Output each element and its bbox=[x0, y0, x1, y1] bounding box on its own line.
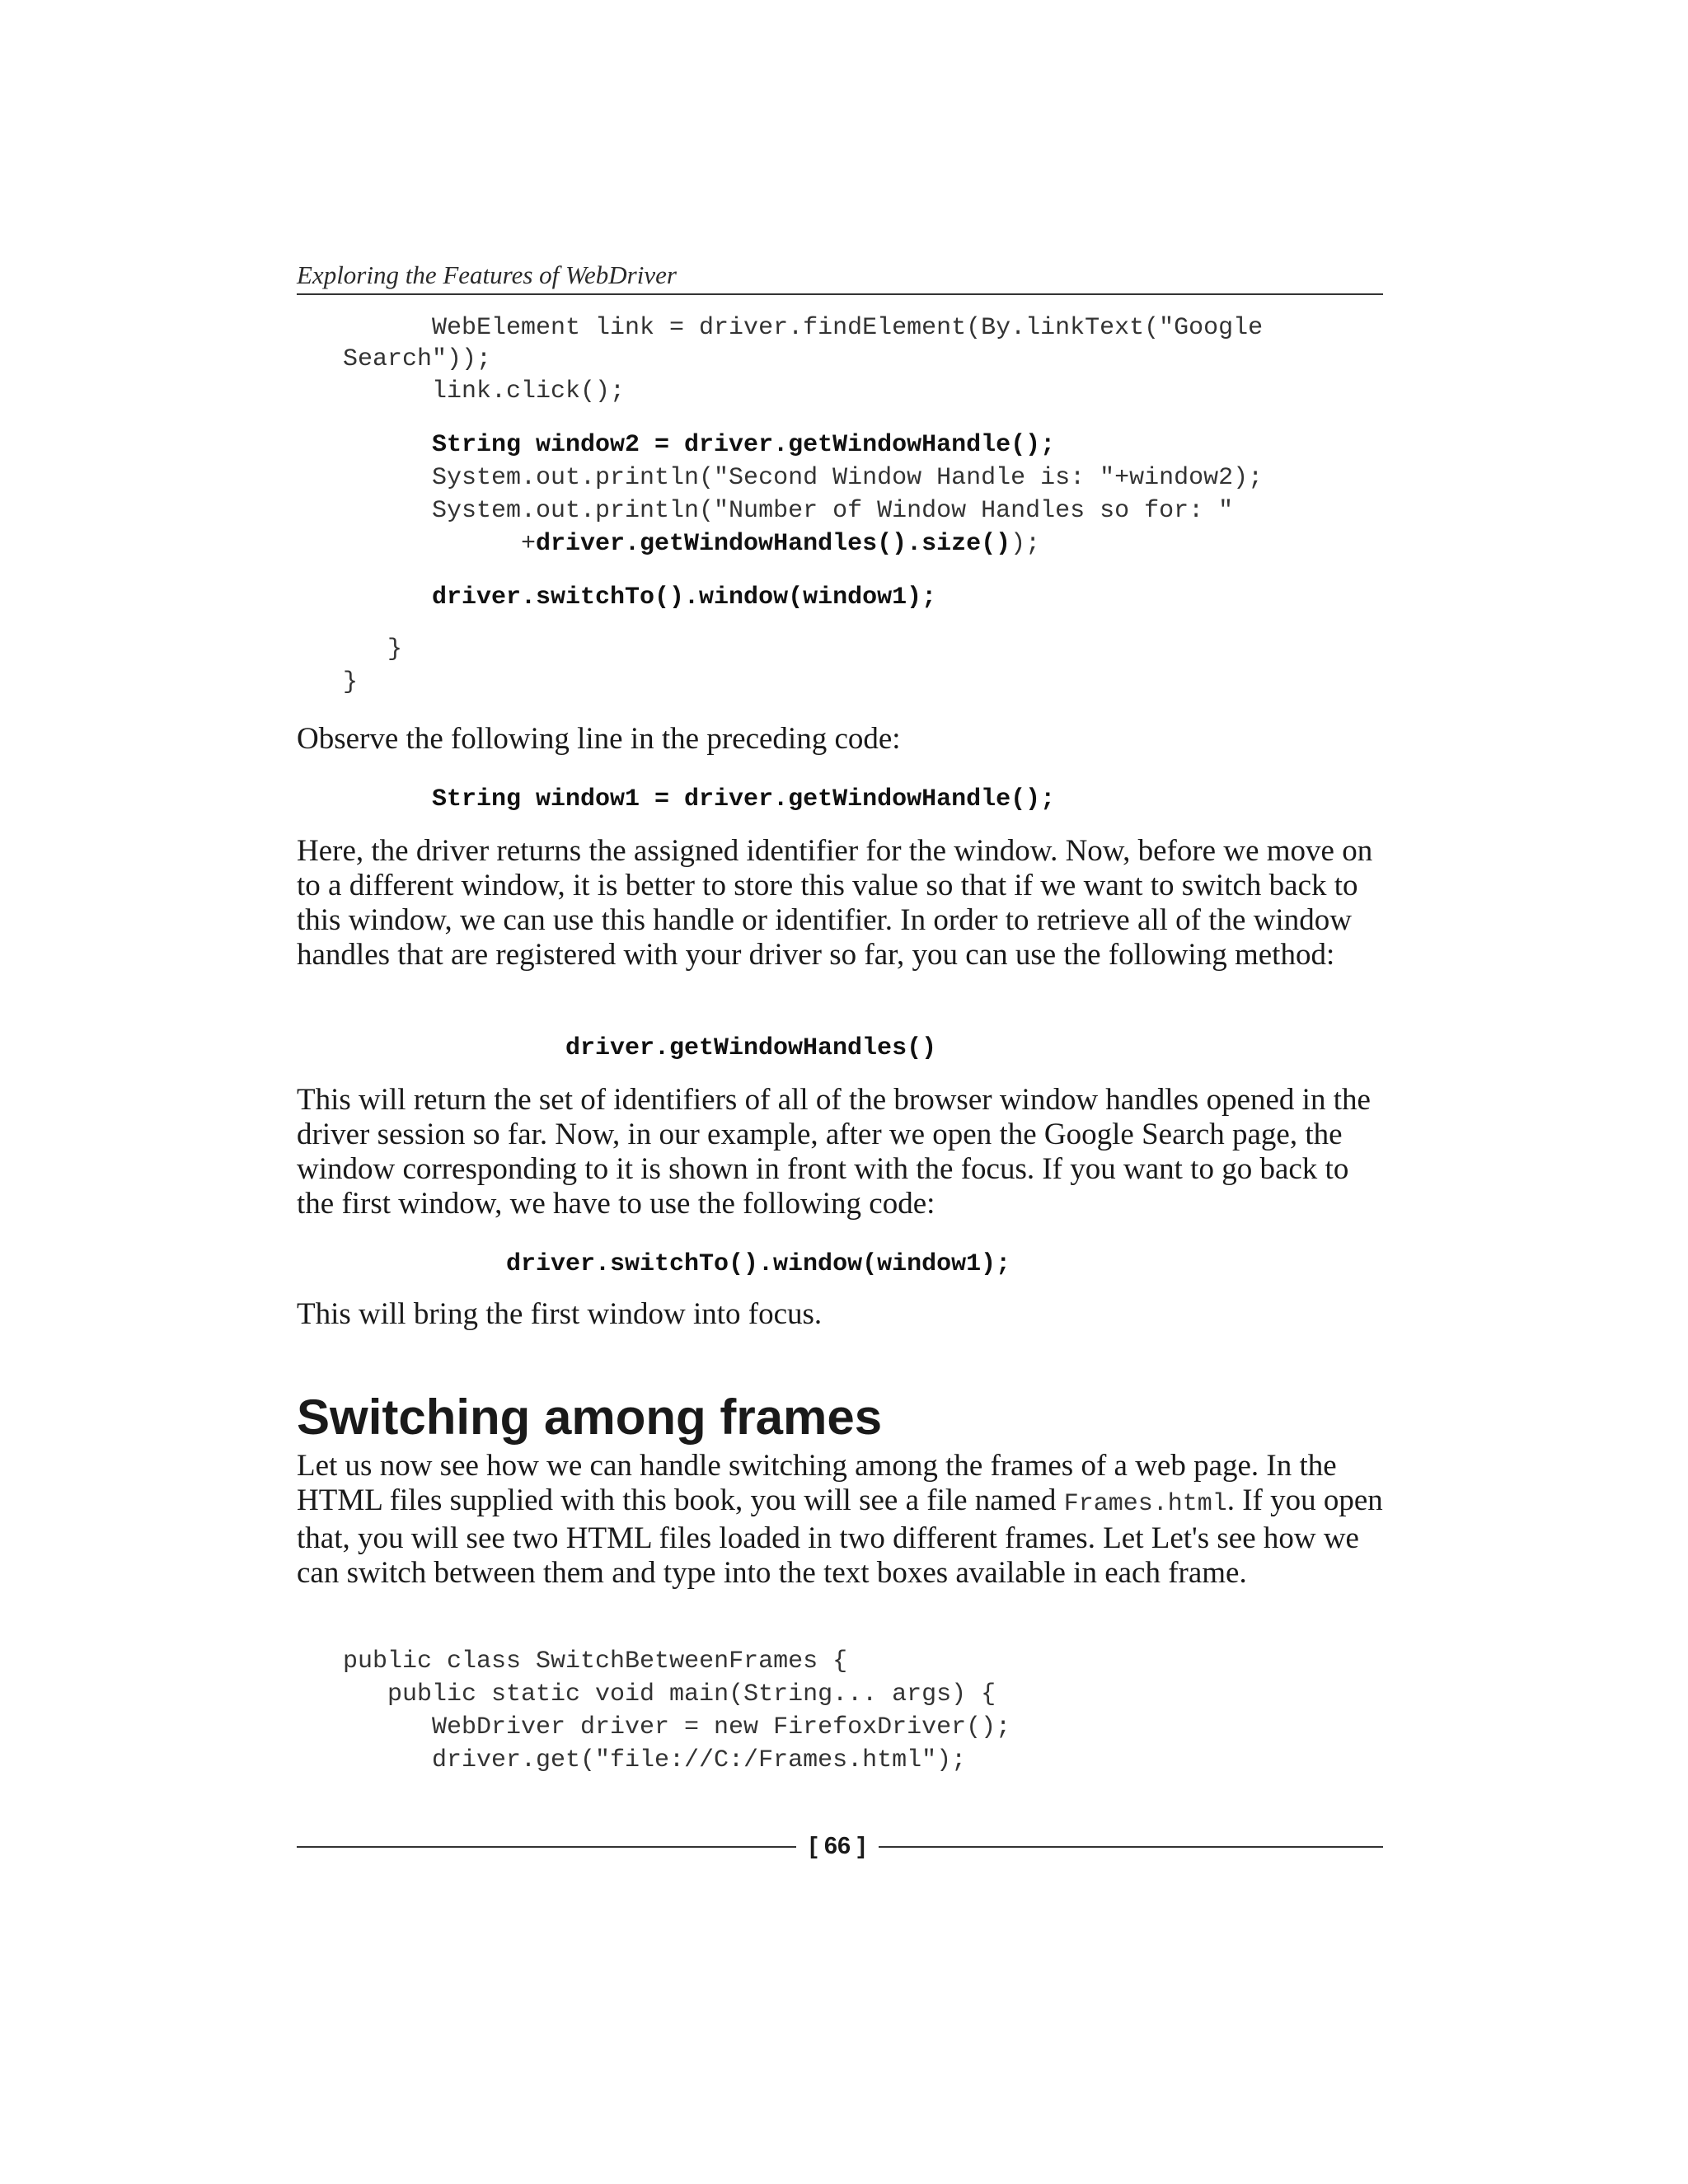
code-line: Search")); bbox=[343, 345, 492, 373]
body-paragraph: This will bring the first window into focus. bbox=[297, 1297, 823, 1331]
code-line: driver.get("file://C:/Frames.html"); bbox=[432, 1746, 967, 1774]
code-brace: } bbox=[343, 668, 359, 696]
code-line-bold: String window2 = driver.getWindowHandle(); bbox=[432, 431, 1056, 459]
body-paragraph: This will return the set of identifiers of all of the browser window handles opened in the driver session so far. Now, in our example, after we open the Google Search page, the window corresponding to it is shown in front with the focus. If you want to go back to the first window, we have to use the following code: bbox=[297, 1083, 1371, 1221]
section-heading: Switching among frames bbox=[297, 1390, 883, 1445]
code-line bbox=[521, 527, 1040, 560]
header-rule bbox=[297, 293, 1383, 295]
code-line: System.out.println("Second Window Handle is: "+window2); bbox=[432, 464, 1264, 492]
body-paragraph: Observe the following line in the preceding code: bbox=[297, 722, 901, 756]
code-line: public static void main(String... args) { bbox=[387, 1680, 996, 1708]
page-number: [ 66 ] bbox=[809, 1833, 865, 1859]
footer-rule-right bbox=[879, 1846, 1383, 1848]
running-header: Exploring the Features of WebDriver bbox=[297, 260, 677, 289]
code-fragment-bold: driver.getWindowHandles().size() bbox=[536, 530, 1011, 558]
paragraph-text: . If you open that, you will see two HTML files loaded in two different frames. Let Let's see how we can switch between them and type into the text boxes available in each frame. bbox=[297, 1483, 1383, 1590]
body-paragraph: Here, the driver returns the assigned identifier for the window. Now, before we move on to a different window, it is better to store this value so that if we want to switch back to this window, we can use this handle or identifier. In order to retrieve all of the window handles that are registered with your driver so far, you can use the following method: bbox=[297, 834, 1373, 972]
code-line: WebElement link = driver.findElement(By.linkText("Google bbox=[432, 314, 1264, 342]
footer-rule-left bbox=[297, 1846, 796, 1848]
code-line: link.click(); bbox=[432, 377, 626, 405]
code-line: public class SwitchBetweenFrames { bbox=[343, 1647, 848, 1675]
code-line-bold: String window1 = driver.getWindowHandle(); bbox=[432, 785, 1056, 813]
body-paragraph bbox=[297, 1449, 1393, 1591]
inline-code-filename: Frames.html bbox=[1063, 1490, 1227, 1518]
code-line-bold: driver.switchTo().window(window1); bbox=[432, 583, 937, 612]
code-line-bold: driver.getWindowHandles() bbox=[565, 1034, 937, 1062]
code-fragment: + bbox=[521, 530, 537, 558]
code-line: System.out.println("Number of Window Handles so for: " bbox=[432, 497, 1234, 525]
paragraph-text: Let us now see how we can handle switching among the frames of a web page. In the HTML files supplied with this book, you will see a file named bbox=[297, 1449, 1337, 1517]
code-brace: } bbox=[387, 635, 403, 663]
code-line-bold: driver.switchTo().window(window1); bbox=[506, 1250, 1011, 1278]
code-line: WebDriver driver = new FirefoxDriver(); bbox=[432, 1713, 1011, 1741]
code-fragment: ); bbox=[1010, 530, 1041, 558]
